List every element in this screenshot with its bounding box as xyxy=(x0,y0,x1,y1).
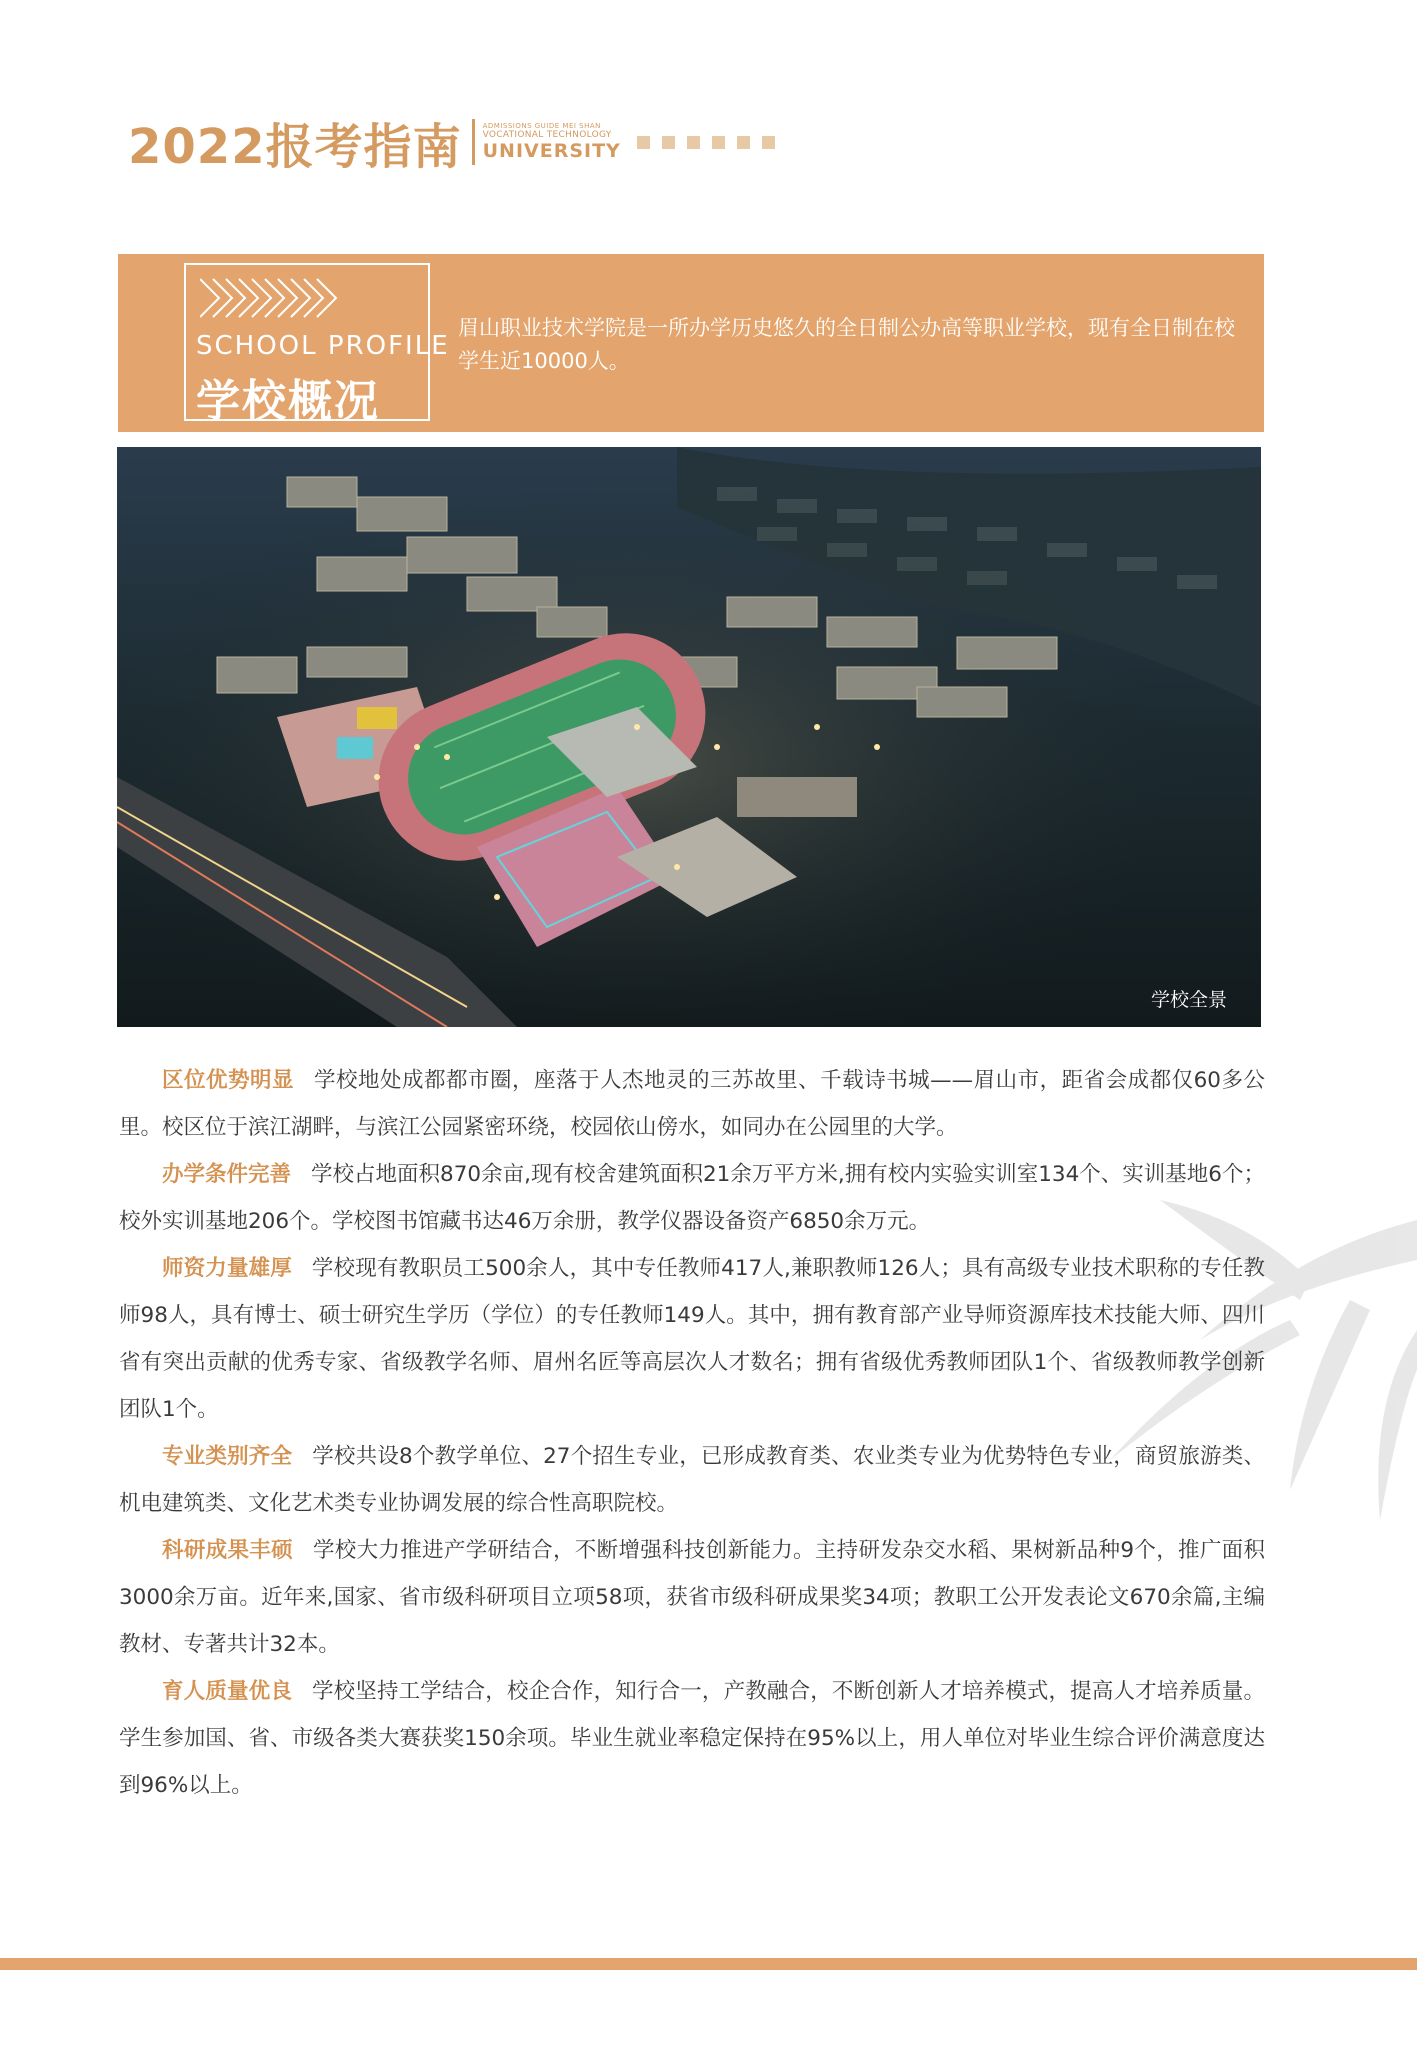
profile-content xyxy=(119,1057,1265,1809)
header-divider xyxy=(472,119,475,165)
section-education-quality xyxy=(119,1668,1265,1809)
section-body: 学校地处成都都市圈，座落于人杰地灵的三苏故里、千载诗书城——眉山市，距省会成都仅60多公里。校区位于滨江湖畔，与滨江公园紧密环绕，校园依山傍水，如同办在公园里的大学。 xyxy=(119,1068,1265,1140)
section-majors xyxy=(119,1433,1265,1527)
wordmark-line-2: VOCATIONAL TECHNOLOGY xyxy=(482,130,612,140)
section-heading: 区位优势明显 xyxy=(162,1068,295,1093)
section-location xyxy=(119,1057,1265,1151)
section-title-box xyxy=(184,263,450,427)
section-heading: 育人质量优良 xyxy=(162,1679,292,1704)
wordmark-line-3: UNIVERSITY xyxy=(482,140,621,162)
section-heading: 师资力量雄厚 xyxy=(162,1256,292,1281)
chevrons-icon xyxy=(200,277,340,319)
section-heading: 办学条件完善 xyxy=(162,1162,292,1187)
section-faculty xyxy=(119,1245,1265,1433)
section-body: 学校坚持工学结合，校企合作，知行合一，产教融合，不断创新人才培养模式，提高人才培养质量。学生参加国、省、市级各类大赛获奖150余项。毕业生就业率稳定保持在95%以上，用人单位对毕业生综合评价满意度达到96%以上。 xyxy=(119,1679,1265,1798)
guide-title: 2022报考指南 xyxy=(128,118,462,175)
section-heading: 专业类别齐全 xyxy=(162,1444,293,1469)
image-caption: 学校全景 xyxy=(1151,989,1228,1011)
section-body: 学校现有教职员工500余人，其中专任教师417人,兼职教师126人；具有高级专业技术职称的专任教师98人，具有博士、硕士研究生学历（学位）的专任教师149人。其中，拥有教育部产业导师资源库技术技能大师、四川省有突出贡献的优秀专家、省级教学名师、眉州名匠等高层次人才数名；拥有省级优秀教师团队1个、省级教师教学创新团队1个。 xyxy=(119,1256,1265,1422)
section-body: 学校占地面积870余亩,现有校舍建筑面积21余万平方米,拥有校内实验实训室134个、实训基地6个；校外实训基地206个。学校图书馆藏书达46万余册，教学仪器设备资产6850余万元。 xyxy=(119,1162,1265,1234)
page-header xyxy=(128,112,775,175)
section-heading: 科研成果丰硕 xyxy=(162,1538,293,1563)
section-conditions xyxy=(119,1151,1265,1245)
decorative-squares xyxy=(637,136,775,149)
campus-aerial-image xyxy=(117,447,1261,1027)
school-profile-banner xyxy=(118,254,1264,432)
wordmark-line-1: ADMISSIONS GUIDE MEI SHAN xyxy=(482,122,601,130)
university-wordmark xyxy=(483,123,621,161)
section-body: 学校大力推进产学研结合，不断增强科技创新能力。主持研发杂交水稻、果树新品种9个，推广面积3000余万亩。近年来,国家、省市级科研项目立项58项，获省市级科研成果奖34项；教职工公开发表论文670余篇,主编教材、专著共计32本。 xyxy=(119,1538,1265,1657)
section-title-en: SCHOOL PROFILE xyxy=(196,331,450,361)
section-research xyxy=(119,1527,1265,1668)
footer-rule xyxy=(0,1958,1417,1970)
section-title-cn: 学校概况 xyxy=(196,376,380,427)
school-intro: 眉山职业技术学院是一所办学历史悠久的全日制公办高等职业学校，现有全日制在校学生近10000人。 xyxy=(458,316,1235,373)
section-body: 学校共设8个教学单位、27个招生专业，已形成教育类、农业类专业为优势特色专业，商贸旅游类、机电建筑类、文化艺术类专业协调发展的综合性高职院校。 xyxy=(119,1444,1265,1516)
